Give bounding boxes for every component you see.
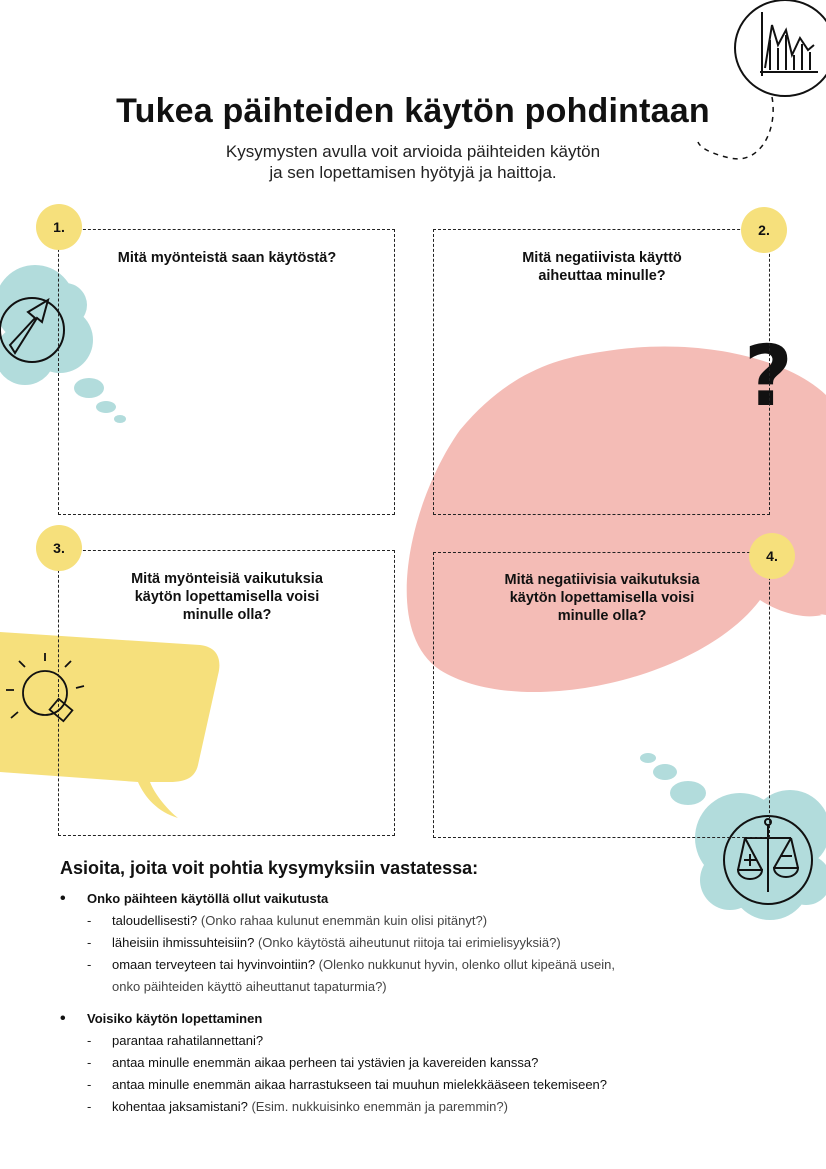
subtitle-line-2: ja sen lopettamisen hyötyjä ja haittoja. bbox=[269, 163, 557, 182]
subtitle-line-1: Kysymysten avulla voit arvioida päihteiden käytön bbox=[225, 142, 601, 161]
box-number-2: 2. bbox=[741, 207, 787, 253]
list-item: - antaa minulle enemmän aikaa harrastukseen tai muuhun mielekkääseen tekemiseen? bbox=[60, 1074, 780, 1096]
question-4-line-3: minulle olla? bbox=[557, 608, 647, 624]
page-title: Tukea päihteiden käytön pohdintaan bbox=[116, 92, 710, 130]
list-item: - kohentaa jaksamistani? (Esim. nukkuisinko enemmän ja paremmin?) bbox=[60, 1096, 780, 1118]
box-number-4: 4. bbox=[749, 533, 795, 579]
box-number-3: 3. bbox=[36, 525, 82, 571]
question-4-line-1: Mitä negatiivisia vaikutuksia bbox=[504, 572, 700, 588]
question-3 bbox=[80, 570, 374, 624]
consideration-group-2 bbox=[60, 1008, 780, 1118]
page-subtitle bbox=[163, 141, 663, 183]
question-1: Mitä myönteistä saan käytöstä? bbox=[117, 250, 337, 266]
answer-box-1[interactable] bbox=[58, 229, 395, 515]
question-3-line-2: käytön lopettamisella voisi bbox=[134, 589, 320, 605]
group-1-heading: • Onko päihteen käytöllä ollut vaikutusta bbox=[60, 888, 780, 910]
chart-icon bbox=[735, 0, 826, 96]
considerations-title: Asioita, joita voit pohtia kysymyksiin vastatessa: bbox=[60, 858, 479, 878]
question-3-line-3: minulle olla? bbox=[182, 607, 272, 623]
list-item: - omaan terveyteen tai hyvinvointiin? (Olenko nukkunut hyvin, olenko ollut kipeänä usein, onko päihteiden käyttö aiheuttanut tapaturmia?) bbox=[60, 954, 780, 998]
list-item: - parantaa rahatilannettani? bbox=[60, 1030, 780, 1052]
group-2-heading: • Voisiko käytön lopettaminen bbox=[60, 1008, 780, 1030]
considerations-list bbox=[60, 888, 780, 1128]
list-item: - taloudellisesti? (Onko rahaa kulunut enemmän kuin olisi pitänyt?) bbox=[60, 910, 780, 932]
question-4 bbox=[455, 571, 749, 625]
question-2 bbox=[455, 249, 749, 285]
question-mark-icon: ? bbox=[744, 327, 793, 425]
list-item: - läheisiin ihmissuhteisiin? (Onko käytöstä aiheutunut riitoja tai erimielisyyksiä?) bbox=[60, 932, 780, 954]
question-4-line-2: käytön lopettamisella voisi bbox=[509, 590, 695, 606]
consideration-group-1 bbox=[60, 888, 780, 998]
box-number-1: 1. bbox=[36, 204, 82, 250]
question-3-line-1: Mitä myönteisiä vaikutuksia bbox=[131, 571, 323, 587]
question-2-line-1: Mitä negatiivista käyttö bbox=[522, 250, 682, 266]
question-2-line-2: aiheuttaa minulle? bbox=[538, 268, 666, 284]
list-item: - antaa minulle enemmän aikaa perheen tai ystävien ja kavereiden kanssa? bbox=[60, 1052, 780, 1074]
